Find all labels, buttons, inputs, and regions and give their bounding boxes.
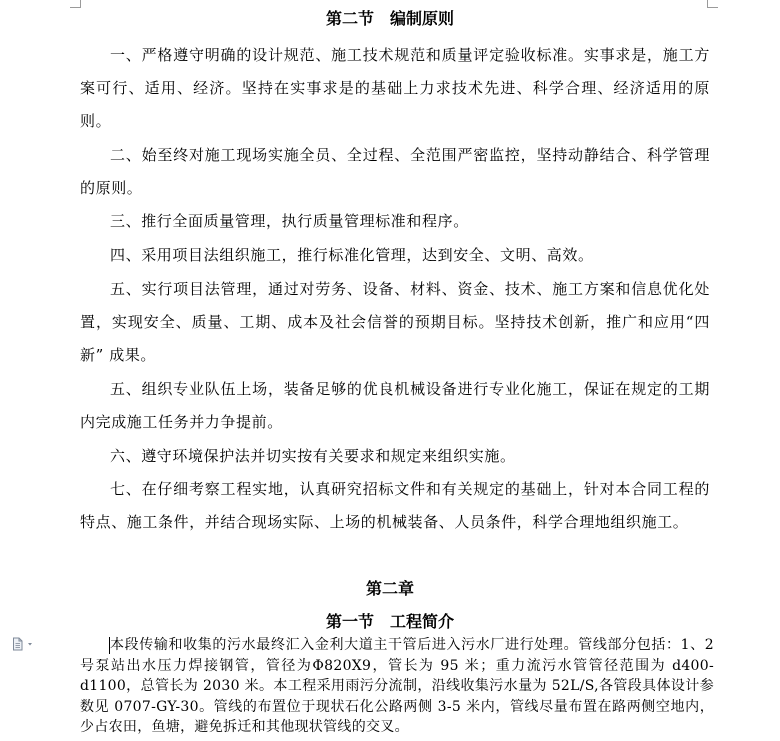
paragraph-2[interactable]: 二、始至终对施工现场实施全员、全过程、全范围严密监控，坚持动静结合、科学管理的原则。 — [80, 146, 710, 197]
document-options-icon[interactable] — [12, 637, 38, 651]
paragraph-5[interactable]: 五、实行项目法管理，通过对劳务、设备、材料、资金、技术、施工方案和信息优化处置，实现安全、质量、工期、成本及社会信誉的预期目标。坚持技术创新，推广和应用“四新” 成果。 — [80, 280, 710, 364]
paragraph-3[interactable]: 三、推行全面质量管理，执行质量管理标准和程序。 — [110, 212, 469, 230]
paragraph-6[interactable]: 五、组织专业队伍上场，装备足够的优良机械设备进行专业化施工，保证在规定的工期内完成施工任务并力争提前。 — [80, 380, 710, 431]
paragraph-8[interactable]: 七、在仔细考察工程实地，认真研究招标文件和有关规定的基础上，针对本合同工程的特点、施工条件，并结合现场实际、上场的机械装备、人员条件，科学合理地组织施工。 — [80, 480, 710, 531]
section-title-project-overview: 第一节 工程简介 — [325, 612, 454, 631]
chapter-title: 第二章 — [365, 579, 414, 598]
text-cursor — [109, 637, 110, 654]
paragraph-1[interactable]: 一、严格遵守明确的设计规范、施工技术规范和质量评定验收标准。实事求是，施工方案可行、适用、经济。坚持在实事求是的基础上力求技术先进、科学合理、经济适用的原则。 — [80, 46, 710, 130]
right-margin-corner-mark — [707, 0, 718, 8]
section-title-principles: 第二节 编制原则 — [325, 9, 454, 28]
paragraph-7[interactable]: 六、遵守环境保护法并切实按有关要求和规定来组织实施。 — [110, 447, 516, 465]
left-margin-corner-mark — [70, 0, 81, 8]
project-overview-body[interactable]: 本段传输和收集的污水最终汇入金利大道主干管后进入污水厂进行处理。管线部分包括：1、2 号泵站出水压力焊接钢管，管径为Φ820X9，管长为 95 米；重力流污水管管径范围为 d400-d1100，总管长为 2030 米。本工程采用雨污分流制，沿线收集污水量为 52L/S,各管段具体设计参数见 0707-GY-30。管线的布置位于现状石化公路两侧 3-5 米内，管线尽量布置在路两侧空地内，少占农田，鱼塘，避免拆迁和其他现状管线的交叉。 — [80, 637, 714, 735]
paragraph-4[interactable]: 四、采用项目法组织施工，推行标准化管理，达到安全、文明、高效。 — [110, 246, 594, 264]
